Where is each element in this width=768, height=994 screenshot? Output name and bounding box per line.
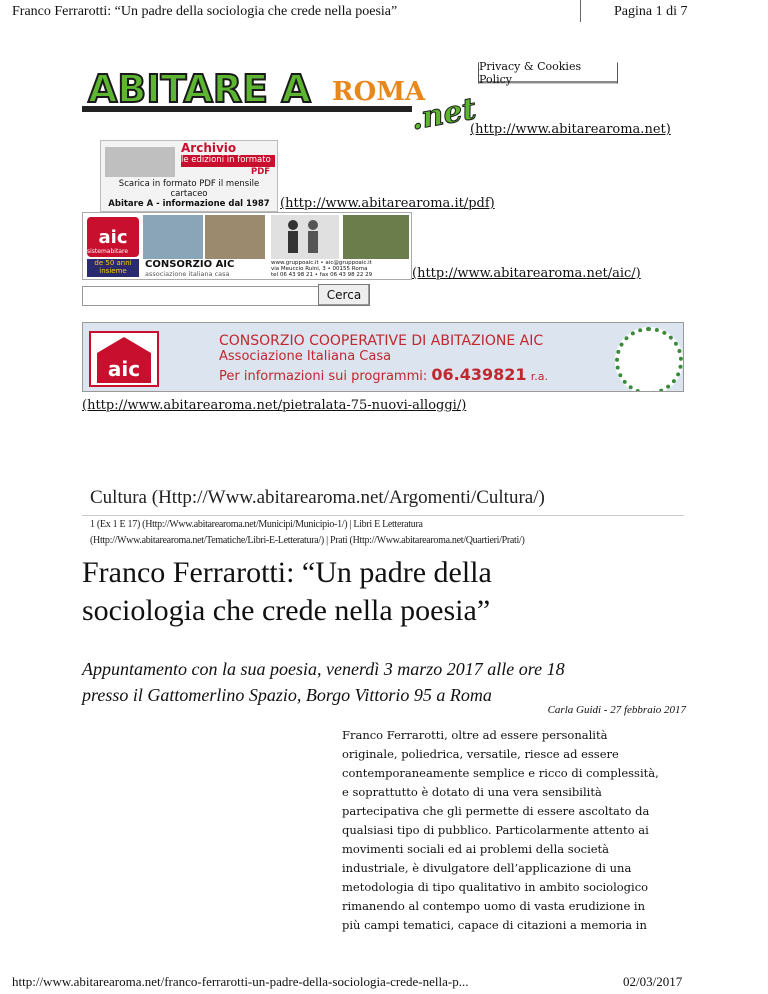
search-input[interactable]: [82, 286, 320, 306]
article-subtitle: Appuntamento con la sua poesia, venerdì 3 marzo 2017 alle ore 18 presso il Gattomerlino Spazio, Borgo Vittorio 95 a Roma: [82, 659, 565, 705]
building-photo-1: [143, 215, 203, 259]
aic-house-logo-icon: [89, 331, 159, 387]
search-button[interactable]: Cerca: [318, 284, 370, 306]
aic-link[interactable]: (http://www.abitarearoma.net/aic/): [412, 266, 641, 281]
print-footer-date: 02/03/2017: [623, 974, 683, 989]
category-link[interactable]: Cultura (Http://Www.abitarearoma.net/Argomenti/Cultura/): [90, 487, 545, 508]
cooperative-seal-icon: [615, 327, 683, 392]
consorzio-banner[interactable]: [82, 322, 684, 392]
aic-logo-icon: aic: [87, 217, 139, 257]
people-icon: [271, 215, 339, 259]
aic-name-sub: associazione italiana casa: [145, 270, 230, 278]
aic-contact-1: www.gruppoaic.it • aic@gruppoaic.it: [271, 260, 372, 266]
logo-roma-text: ROMA: [332, 77, 426, 107]
aic-contact-3: tel 06 43 98 21 • fax 06 43 98 22 29: [271, 272, 373, 278]
meta-line-1[interactable]: 1 (Ex 1 E 17) (Http://Www.abitarearoma.net/Municipi/Municipio-1/) | Libri E Letteratura: [90, 519, 423, 530]
article-body: Franco Ferrarotti, oltre ad essere personalità originale, poliedrica, versatile, riesce ad essere contemporaneamente semplice e ricco di complessità, e soprattutto è dotato di una vera sensibilità partecipativa che gli permette di essere ascoltato da qualsiasi tipo di pubblico. Particolarmente attento ai movimenti sociali ed ai problemi della società industriale, è divulgatore dell’applicazione di una metodologia di tipo qualitativo in ambito sociologico rimanendo al contempo uomo di vasta erudizione in più campi tematici, capace di citazioni a memoria in: [342, 728, 659, 932]
category-divider: [82, 515, 684, 516]
archivio-title: Archivio: [181, 141, 237, 155]
archivio-link[interactable]: (http://www.abitarearoma.it/pdf): [280, 196, 495, 211]
consorzio-line2: Associazione Italiana Casa: [219, 349, 392, 364]
site-logo[interactable]: [82, 66, 482, 134]
article-title: Franco Ferrarotti: “Un padre della sociologia che crede nella poesia”: [82, 556, 492, 627]
logo-abitare-text: ABITARE A: [88, 67, 311, 111]
archivio-line5: Abitare A - informazione dal 1987: [108, 199, 270, 209]
consorzio-line3: Per informazioni sui programmi: 06.439821 r.a.: [219, 365, 548, 384]
aerial-photo: [343, 215, 409, 259]
archivio-line1: le edizioni in formato: [181, 155, 275, 167]
svg-text:aic: aic: [107, 357, 141, 381]
aic-logo-sub: sistemabitare: [87, 248, 129, 255]
archivio-pdf: PDF: [251, 167, 271, 177]
meta-line-2[interactable]: (Http://Www.abitarearoma.net/Tematiche/Libri-E-Letteratura/) | Prati (Http://Www.abitarearoma.net/Quartieri/Prati/): [90, 535, 525, 546]
aic-badge: de 50 anni insieme: [87, 259, 139, 277]
consorzio-phone: 06.439821: [431, 365, 527, 384]
archivio-line3: Scarica in formato PDF il mensile: [118, 179, 260, 189]
building-photo-2: [205, 215, 265, 259]
privacy-cookies-button[interactable]: Privacy & Cookies Policy: [478, 62, 618, 84]
print-header-title: Franco Ferrarotti: “Un padre della sociologia che crede nella poesia”: [12, 4, 398, 19]
consorzio-link[interactable]: (http://www.abitarearoma.net/pietralata-75-nuovi-alloggi/): [82, 398, 467, 413]
logo-link[interactable]: (http://www.abitarearoma.net): [470, 122, 671, 137]
aic-contact-2: via Meuccio Ruini, 3 • 00155 Roma: [271, 266, 368, 272]
header-divider: [580, 0, 581, 22]
print-footer-url: http://www.abitarearoma.net/franco-ferrarotti-un-padre-della-sociologia-crede-nella-p...: [12, 974, 469, 989]
consorzio-line1: CONSORZIO COOPERATIVE DI ABITAZIONE AIC: [219, 333, 544, 349]
print-header-page: Pagina 1 di 7: [614, 4, 688, 19]
aic-name: CONSORZIO AIC: [145, 259, 235, 270]
archivio-banner[interactable]: [100, 140, 278, 212]
aic-banner[interactable]: [82, 212, 412, 280]
logo-net-text: .net: [408, 91, 479, 134]
archive-thumbnails: [105, 147, 175, 177]
archivio-line4: cartaceo: [170, 189, 208, 199]
article-author-date: Carla Guidi - 27 febbraio 2017: [547, 704, 686, 716]
